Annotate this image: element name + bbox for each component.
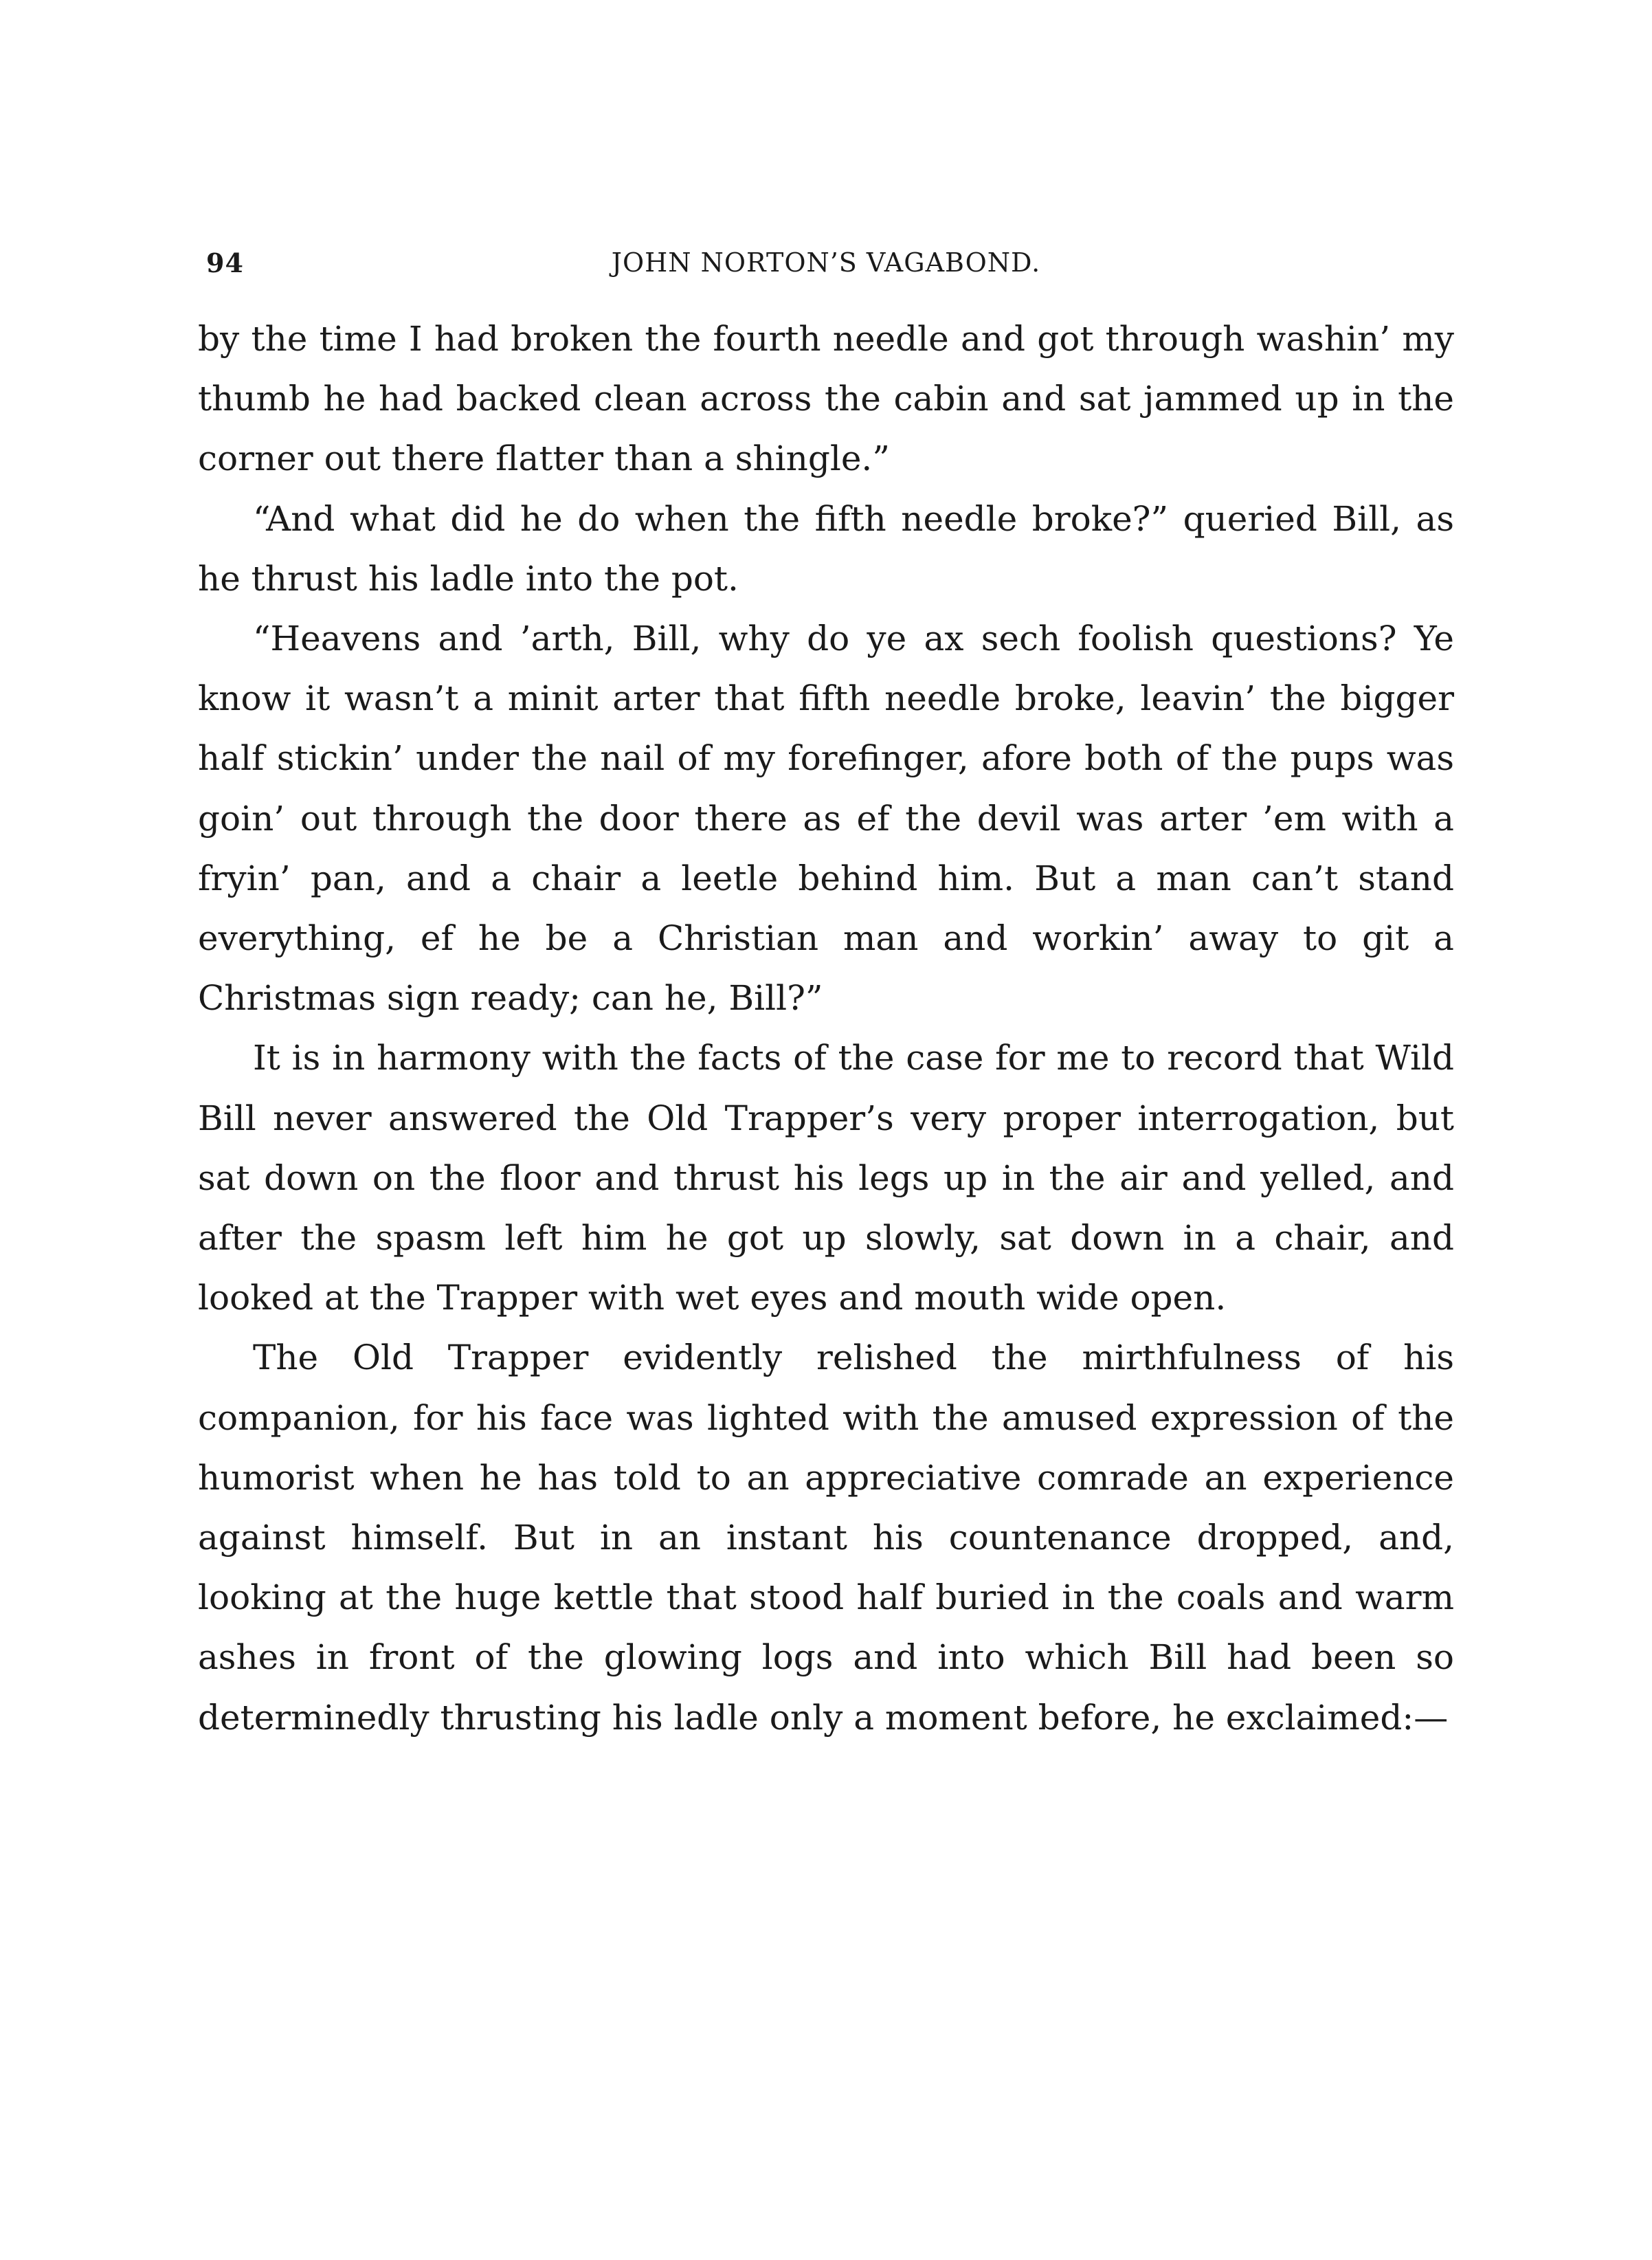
paragraph-narration: It is in harmony with the facts of the case for me to record that Wild Bill never answered the Old Trapper’s very proper interrogation, but sat down on the floor and thrust his legs up in the air and yelled, and after the spasm left him he got up slowly, sat down in a chair, and looked at the Trapper with wet eyes and mouth wide open. [198, 1038, 1454, 1318]
page-number: 94 [206, 247, 244, 278]
paragraph-continuation: by the time I had broken the fourth needle and got through washin’ my thumb he had backed clean across the cabin and sat jammed up in the corner out there flatter than a shingle.” [198, 319, 1454, 479]
book-title: JOHN NORTON’S VAGABOND. [611, 247, 1041, 278]
paragraph-question: “And what did he do when the fifth needle broke?” queried Bill, as he thrust his ladle into the pot. [198, 498, 1454, 599]
body-text [198, 309, 1454, 1748]
paragraph-trapper-reply: “Heavens and ’arth, Bill, why do ye ax sech foolish questions? Ye know it wasn’t a minit arter that fifth needle broke, leavin’ the bigger half stickin’ under the nail of my forefinger, afore both of the pups was goin’ out through the door there as ef the devil was arter ’em with a fryin’ pan, and a chair a leetle behind him. But a man can’t stand everything, ef he be a Christian man and workin’ away to git a Christmas sign ready; can he, Bill?” [198, 619, 1454, 1019]
paragraph-closing: The Old Trapper evidently relished the mirthfulness of his companion, for his face was lighted with the amused expression of the humorist when he has told to an appreciative comrade an experience against himself. But in an instant his countenance dropped, and, looking at the huge kettle that stood half buried in the coals and warm ashes in front of the glowing logs and into which Bill had been so determinedly thrusting his ladle only a moment before, he exclaimed:— [198, 1338, 1454, 1738]
running-head [198, 247, 1454, 296]
book-page [198, 247, 1454, 1748]
